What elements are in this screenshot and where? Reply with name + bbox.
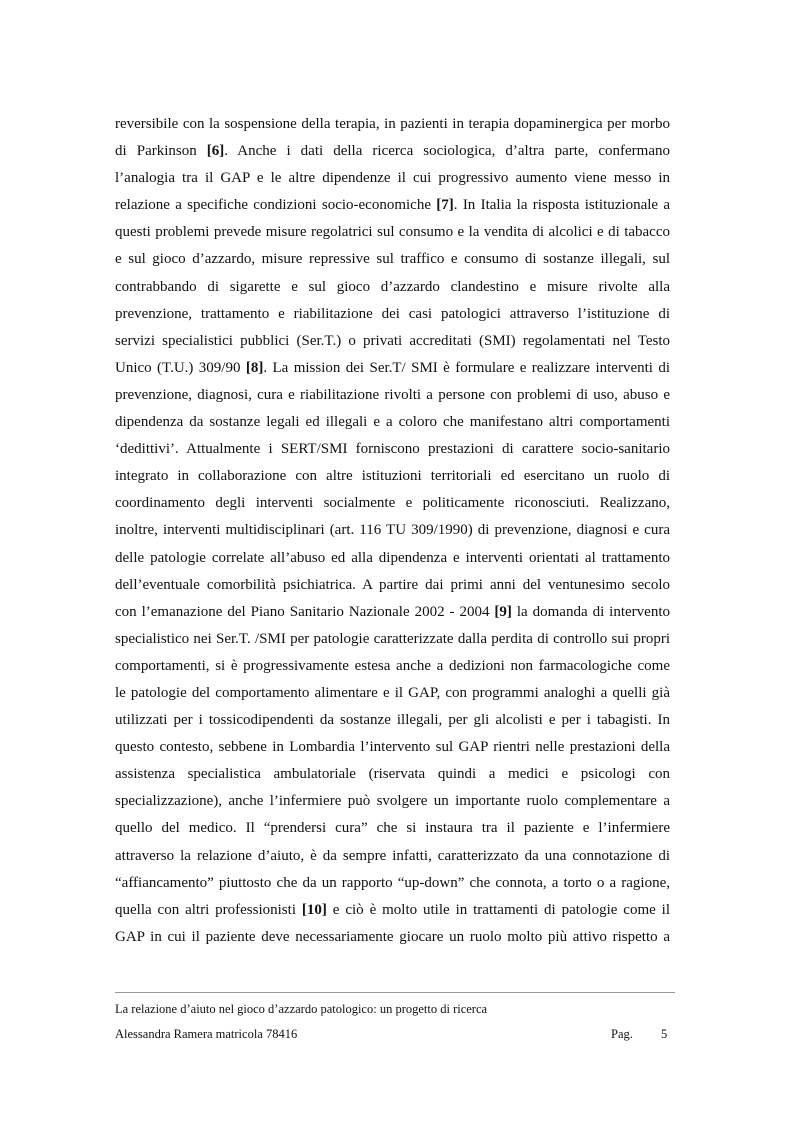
footer-author: Alessandra Ramera matricola 78416: [115, 1027, 298, 1041]
text-line: integrato in collaborazione con altre istituzioni territoriali ed esercitano un ruolo di: [115, 468, 670, 485]
text-line: l’analogia tra il GAP e le altre dipendenze il cui progressivo aumento viene messo in: [115, 170, 670, 187]
text-line: dell’eventuale comorbilità psichiatrica. A partire dai primi anni del ventunesimo secolo: [115, 576, 670, 593]
text-line: contrabbando di sigarette e sul gioco d’azzardo clandestino e misure rivolte alla: [115, 278, 670, 295]
text-line: prevenzione, diagnosi, cura e riabilitazione rivolti a persone con problemi di uso, abuso e: [115, 386, 670, 403]
text-line: utilizzati per i tossicodipendenti da sostanze illegali, per gli alcolisti e per i tabagisti. In: [115, 712, 670, 729]
text-line: specialistico nei Ser.T. /SMI per patologie caratterizzate dalla perdita di controllo sui propri: [115, 630, 670, 647]
footer-page-number: 5: [661, 1027, 668, 1041]
text-line: GAP in cui il paziente deve necessariamente giocare un ruolo molto più attivo rispetto a: [115, 928, 670, 945]
text-line: dipendenza da sostanze legali ed illegali e a coloro che manifestano altri comportamenti: [115, 414, 670, 431]
citation-ref: [9]: [494, 603, 512, 620]
text-line: reversibile con la sospensione della terapia, in pazienti in terapia dopaminergica per morbo: [115, 116, 670, 132]
text-line: di Parkinson [6]. Anche i dati della ricerca sociologica, d’altra parte, confermano: [115, 143, 670, 160]
text-line: assistenza specialistica ambulatoriale (riservata quindi a medici e psicologi con: [115, 766, 670, 783]
text-line: specializzazione), anche l’infermiere può svolgere un importante ruolo complementare a: [115, 793, 670, 810]
footer-page-label: Pag.: [611, 1027, 633, 1041]
text-line: quello del medico. Il “prendersi cura” che si instaura tra il paziente e l’infermiere: [115, 820, 670, 837]
text-line: questi problemi prevede misure regolatrici sul consumo e la vendita di alcolici e di tabacco: [115, 224, 670, 241]
citation-ref: [10]: [301, 901, 327, 918]
citation-ref: [7]: [436, 197, 454, 214]
text-line: e sul gioco d’azzardo, misure repressive sul traffico e consumo di sostanze illegali, sul: [115, 251, 670, 268]
text-line: questo contesto, sebbene in Lombardia l’intervento sul GAP rientri nelle prestazioni della: [115, 739, 670, 756]
text-line: servizi specialistici pubblici (Ser.T.) o privati accreditati (SMI) regolamentati nel Testo: [115, 332, 670, 349]
text-line: relazione a specifiche condizioni socio-economiche [7]. In Italia la risposta istituzionale a: [115, 197, 670, 214]
text-line: coordinamento degli interventi socialmente e politicamente riconosciuti. Realizzano,: [115, 495, 670, 512]
text-line: prevenzione, trattamento e riabilitazione dei casi patologici attraverso l’istituzione di: [115, 305, 670, 322]
footer-divider: [115, 992, 675, 993]
text-line: con l’emanazione del Piano Sanitario Nazionale 2002 - 2004 [9] la domanda di intervento: [115, 603, 670, 620]
text-line: “affiancamento” piuttosto che da un rapporto “up-down” che connota, a torto o a ragione,: [115, 874, 670, 891]
body-paragraph: [115, 111, 670, 951]
citation-ref: [8]: [245, 359, 264, 376]
text-line: Unico (T.U.) 309/90 [8]. La mission dei Ser.T/ SMI è formulare e realizzare interventi di: [115, 359, 670, 376]
text-line: comportamenti, si è progressivamente estesa anche a dedizioni non farmacologiche come: [115, 657, 670, 674]
text-line: attraverso la relazione d’aiuto, è da sempre infatti, caratterizzato da una connotazione di: [115, 847, 670, 864]
text-line: ‘dedittivi’. Attualmente i SERT/SMI forniscono prestazioni di carattere socio-sanitario: [115, 441, 670, 458]
text-line: inoltre, interventi multidisciplinari (art. 116 TU 309/1990) di prevenzione, diagnosi e cura: [115, 522, 670, 539]
text-line: delle patologie correlate all’abuso ed alla dipendenza e interventi orientati al trattamento: [115, 549, 670, 566]
footer-title: La relazione d’aiuto nel gioco d’azzardo patologico: un progetto di ricerca: [115, 1002, 488, 1016]
text-line: le patologie del comportamento alimentare e il GAP, con programmi analoghi a quelli già: [115, 684, 670, 701]
text-line: quella con altri professionisti [10] e ciò è molto utile in trattamenti di patologie come il: [115, 901, 671, 918]
citation-ref: [6]: [206, 143, 225, 160]
